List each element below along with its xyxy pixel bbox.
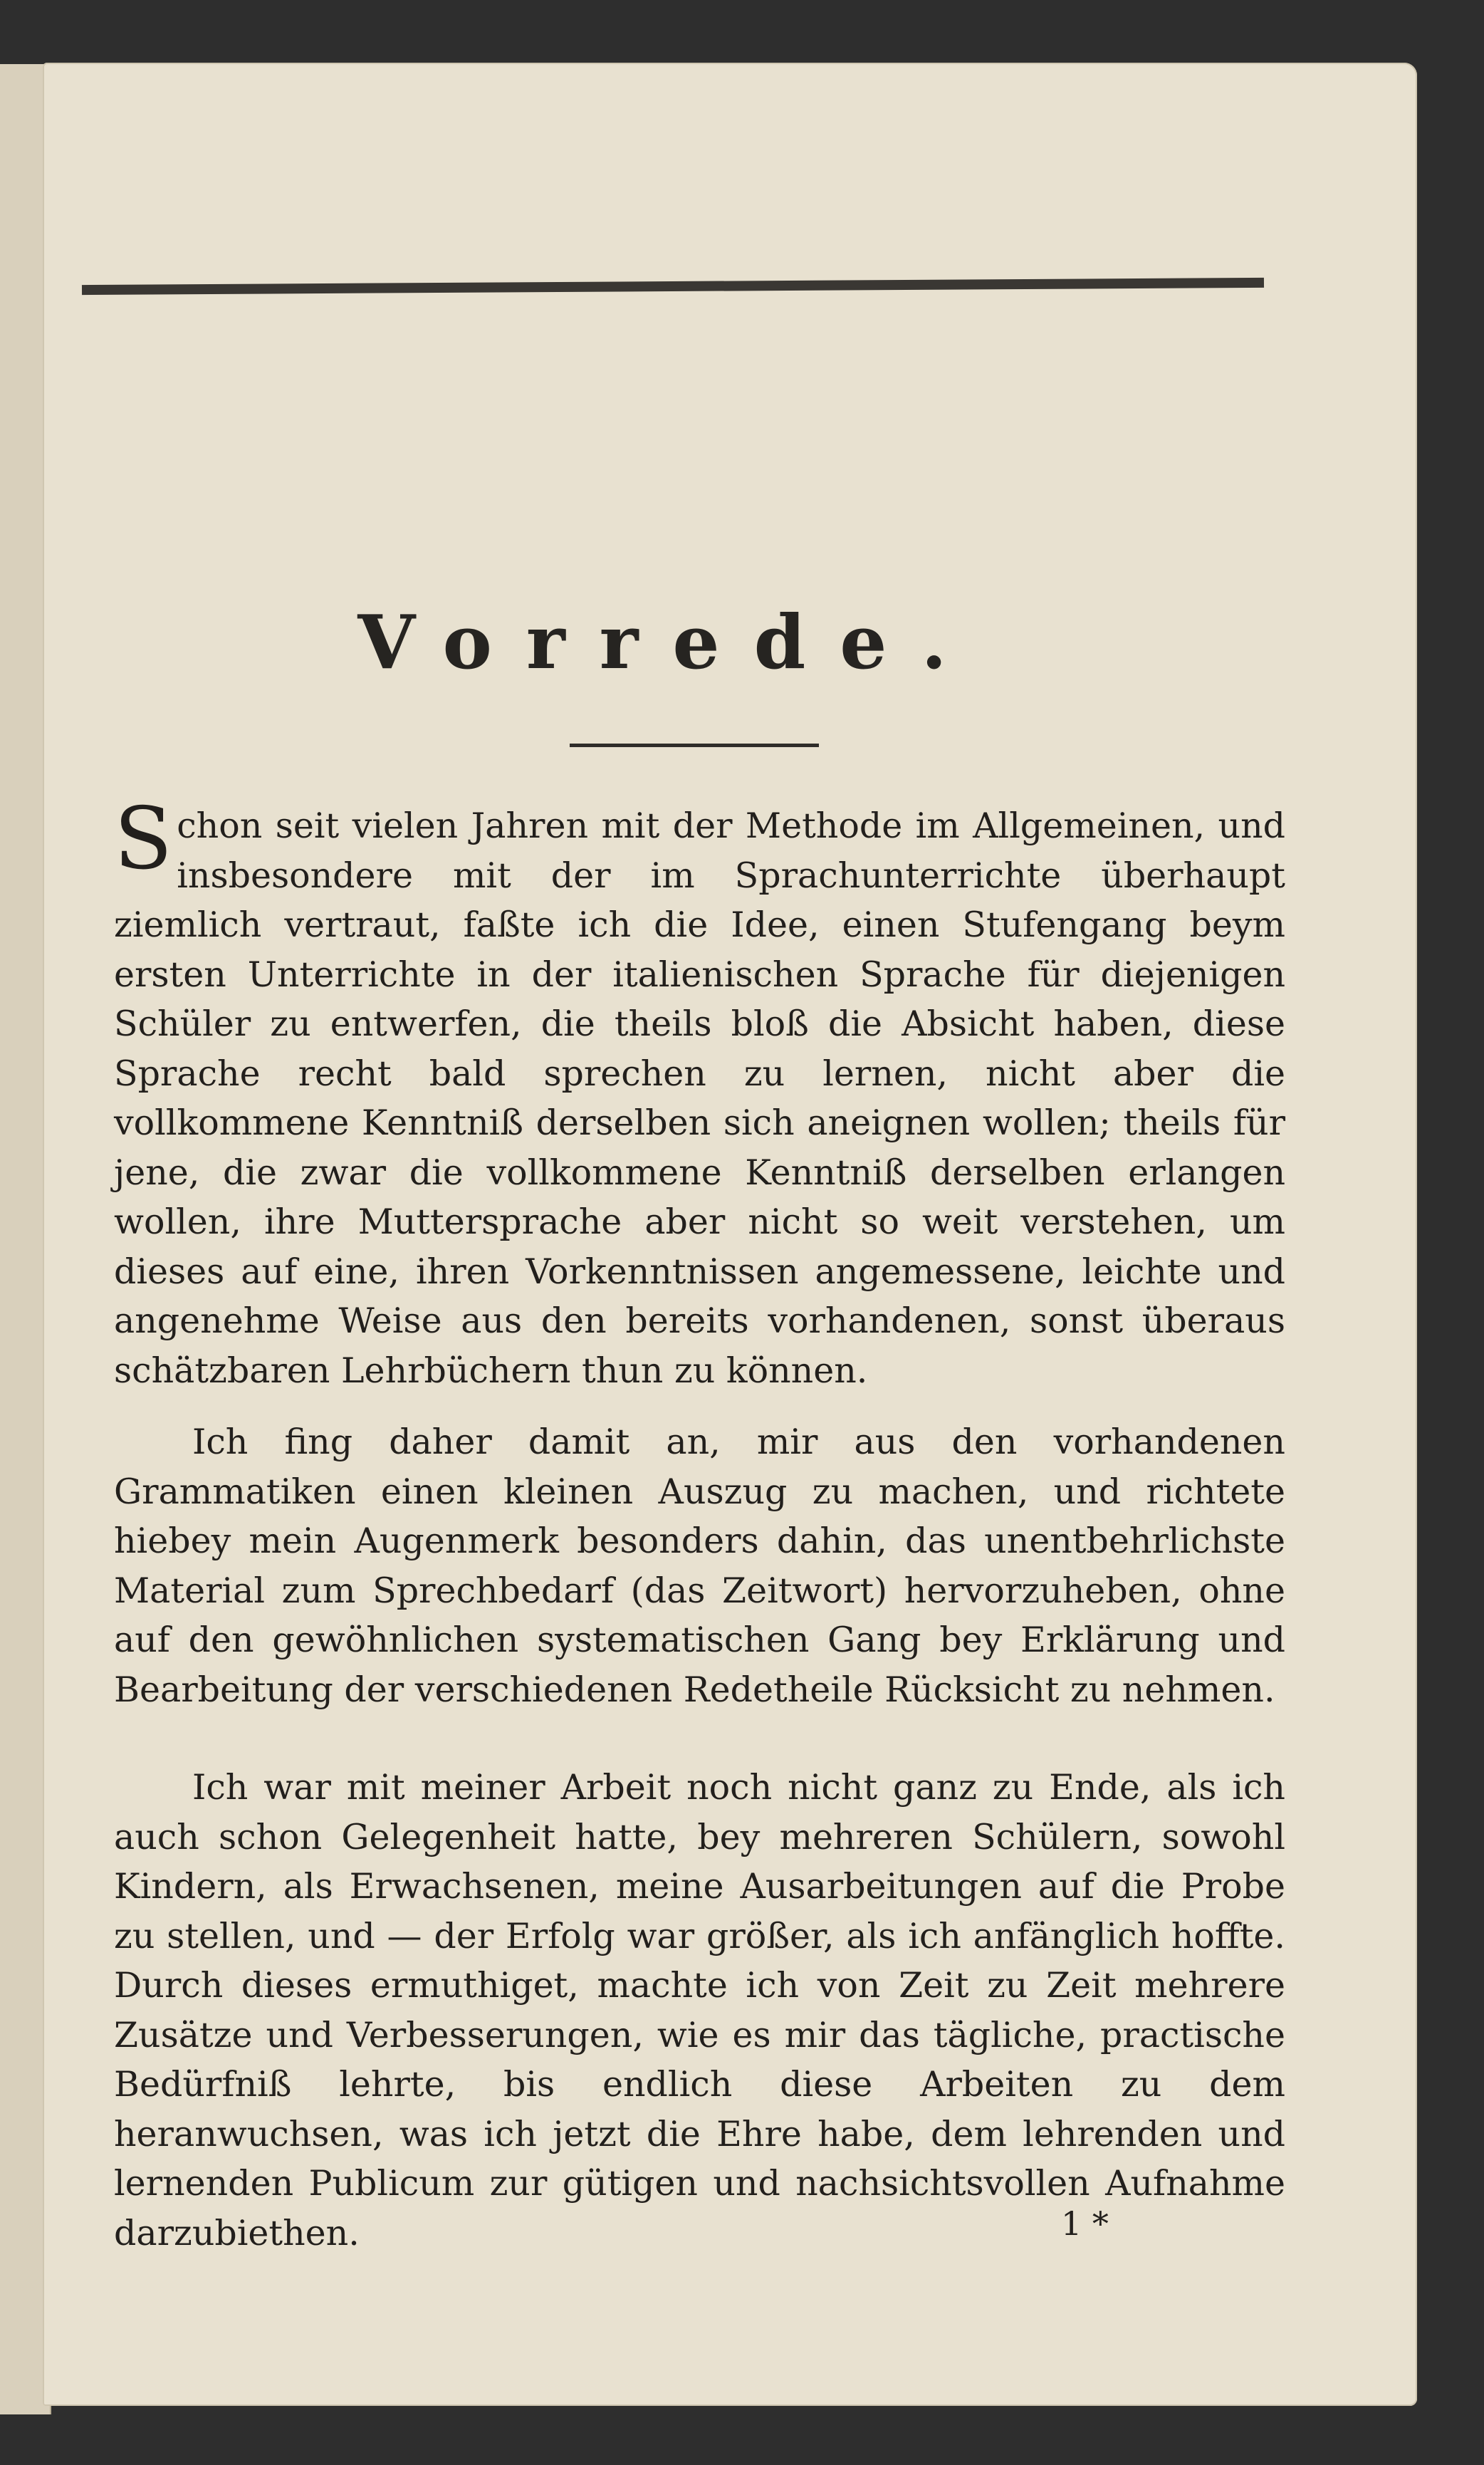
signature-mark: 1 * — [1061, 2204, 1109, 2243]
page-title: Vorrede. — [357, 598, 981, 686]
paragraph-2: Ich fing daher damit an, mir aus den vorhandenen Grammatiken einen kleinen Auszug zu machen, und richtete hiebey mein Augenmerk besonders dahin, das unentbehrlichste Material zum Sprechbedarf (das Zeitwort) hervorzuheben, ohne auf den gewöhnlichen systematischen Gang bey Erklärung und Bearbeitung der verschiedenen Redetheile Rücksicht zu nehmen. — [114, 1422, 1285, 1710]
paragraph-3: Ich war mit meiner Arbeit noch nicht ganz zu Ende, als ich auch schon Gelegenheit hatte, bey mehreren Schülern, sowohl Kindern, als Erwachsenen, meine Ausarbeitungen auf die Probe zu stellen, und — der Erfolg war größer, als ich anfänglich hoffte. Durch dieses ermuthiget, machte ich von Zeit zu Zeit mehrere Zusätze und Verbesserungen, wie es mir das tägliche, practische Bedürfniß lehrte, bis endlich diese Arbeiten zu dem heranwuchsen, was ich jetzt die Ehre habe, dem lehrenden und lernenden Publicum zur gütigen und nachsichtsvollen Aufnahme darzubiethen. — [114, 1767, 1285, 2253]
title-underline — [570, 744, 819, 747]
paragraph-1: Schon seit vielen Jahren mit der Methode im Allgemeinen, und insbesondere mit der im Sprachunterrichte überhaupt ziemlich vertraut, faßte ich die Idee, einen Stufengang beym ersten Unterrichte in der italienischen Sprache für diejenigen Schüler zu entwerfen, die theils bloß die Absicht haben, diese Sprache recht bald sprechen zu lernen, nicht aber die vollkommene Kenntniß derselben sich aneignen wollen; theils für jene, die zwar die vollkommene Kenntniß derselben erlangen wollen, ihre Muttersprache aber nicht so weit verstehen, um dieses auf eine, ihren Vorkenntnissen angemessene, leichte und angenehme Weise aus den bereits vorhandenen, sonst überaus schätzbaren Lehrbüchern thun zu können. — [114, 790, 1285, 1391]
